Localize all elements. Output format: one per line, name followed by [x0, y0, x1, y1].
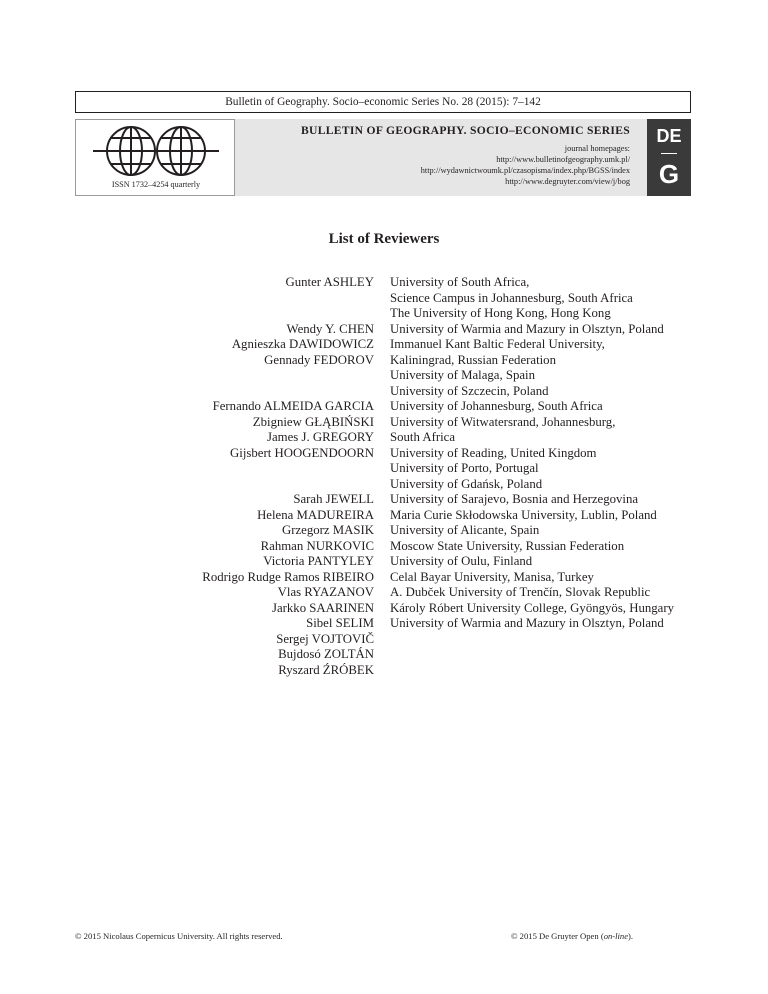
- reviewer-affiliation: South Africa: [390, 430, 456, 444]
- reviewer-name: Sibel SELIM: [306, 616, 374, 630]
- reviewer-name: Rodrigo Rudge Ramos RIBEIRO: [202, 569, 374, 584]
- reviewer-affiliation: University of Malaga, Spain: [390, 368, 536, 382]
- copyright-left: © 2015 Nicolaus Copernicus University. All rights reserved.: [75, 931, 283, 941]
- homepage-link[interactable]: http://www.degruyter.com/view/j/bog: [505, 177, 630, 186]
- reviewer-affiliation: The University of Hong Kong, Hong Kong: [390, 306, 611, 320]
- reviewer-name: Wendy Y. CHEN: [286, 321, 374, 336]
- journal-title: BULLETIN OF GEOGRAPHY. SOCIO–ECONOMIC SERIES: [301, 124, 630, 137]
- reviewer-name: Zbigniew GŁĄBIŃSKI: [252, 414, 374, 429]
- reviewer-affiliation: University of Alicante, Spain: [390, 523, 540, 537]
- reviewer-affiliation: University of Porto, Portugal: [390, 461, 539, 475]
- reviewer-affiliation: Science Campus in Johannesburg, South Africa: [390, 290, 633, 305]
- reviewer-name: Helena MADUREIRA: [257, 507, 374, 522]
- publisher-mark-bottom: G: [658, 159, 680, 189]
- reviewer-name: Jarkko SAARINEN: [271, 600, 374, 615]
- reviewer-affiliation: Celal Bayar University, Manisa, Turkey: [390, 569, 594, 584]
- reviewer-name: James J. GREGORY: [267, 430, 374, 444]
- copyright-right: [511, 931, 633, 941]
- publisher-logo: [647, 119, 691, 196]
- reviewer-affiliation: University of Szczecin, Poland: [390, 383, 549, 398]
- journal-banner: [75, 119, 691, 196]
- reviewer-affiliation: University of Reading, United Kingdom: [390, 445, 597, 460]
- reviewer-name: Gennady FEDOROV: [264, 352, 374, 367]
- reviewer-affiliation: Moscow State University, Russian Federation: [390, 538, 625, 553]
- reviewer-affiliation: University of Johannesburg, South Africa: [390, 399, 603, 413]
- reviewer-affiliation: University of Sarajevo, Bosnia and Herzegovina: [390, 492, 639, 506]
- reviewer-name: Grzegorz MASIK: [281, 523, 374, 537]
- reviewer-name: [202, 291, 374, 307]
- reviewer-name: Sergej VOJTOVIČ: [276, 631, 374, 646]
- reviewer-name: Agnieszka DAWIDOWICZ: [231, 337, 374, 351]
- reviewer-name: Rahman NURKOVIC: [260, 538, 374, 553]
- reviewer-affiliation: Károly Róbert University College, Gyöngyös, Hungary: [390, 600, 674, 615]
- reviewer-affiliation: University of Oulu, Finland: [390, 554, 533, 568]
- reviewer-name: Sarah JEWELL: [293, 492, 374, 506]
- copyright-right-emphasis: on-line: [603, 931, 629, 941]
- reviewer-name: Victoria PANTYLEY: [263, 554, 374, 568]
- reviewer-name: Gunter ASHLEY: [285, 275, 374, 289]
- reviewer-affiliation: University of Warmia and Mazury in Olsztyn, Poland: [390, 616, 664, 630]
- issn-label: ISSN 1732–4254 quarterly: [111, 180, 201, 189]
- reviewer-name: Bujdosó ZOLTÁN: [278, 647, 374, 661]
- homepage-link[interactable]: http://www.bulletinofgeography.umk.pl/: [496, 155, 630, 164]
- reviewer-affiliation: Kaliningrad, Russian Federation: [390, 352, 556, 367]
- reviewer-affiliation: Immanuel Kant Baltic Federal University,: [390, 337, 605, 351]
- reviewer-affiliation: Maria Curie Skłodowska University, Lublin, Poland: [390, 507, 657, 522]
- reviewer-affiliation: University of Witwatersrand, Johannesburg,: [390, 414, 616, 429]
- reviewer-affiliations-column: [390, 275, 674, 632]
- reviewer-name: [202, 461, 374, 477]
- copyright-right-prefix: © 2015 De Gruyter Open (: [511, 931, 604, 941]
- reviewer-affiliation: University of Warmia and Mazury in Olsztyn, Poland: [390, 321, 664, 336]
- reviewer-affiliation: University of South Africa,: [390, 275, 530, 289]
- reviewer-names-column: [202, 275, 374, 678]
- reviewer-affiliation: A. Dubček University of Trenčín, Slovak Republic: [390, 585, 651, 599]
- journal-logo: [75, 119, 235, 196]
- publisher-mark-divider: [661, 153, 677, 154]
- copyright-right-suffix: ).: [628, 931, 634, 941]
- homepages-label: journal homepages:: [564, 144, 630, 153]
- journal-homepages: [421, 143, 630, 187]
- homepage-link[interactable]: http://wydawnictwoumk.pl/czasopisma/index.php/BGSS/index: [420, 166, 630, 175]
- bulletin-citation-line: Bulletin of Geography. Socio–economic Series No. 28 (2015): 7–142: [75, 91, 691, 113]
- page-title: List of Reviewers: [328, 231, 440, 247]
- reviewer-name: Vlas RYAZANOV: [277, 585, 374, 599]
- reviewer-name: Ryszard ŹRÓBEK: [278, 662, 374, 677]
- reviewer-name: [202, 368, 374, 384]
- reviewer-name: Gijsbert HOOGENDOORN: [230, 445, 374, 460]
- reviewer-name: Fernando ALMEIDA GARCIA: [212, 399, 374, 413]
- publisher-mark-top: DE: [656, 126, 682, 146]
- two-globes-icon: [91, 124, 221, 178]
- reviewer-affiliation: University of Gdańsk, Poland: [390, 476, 543, 491]
